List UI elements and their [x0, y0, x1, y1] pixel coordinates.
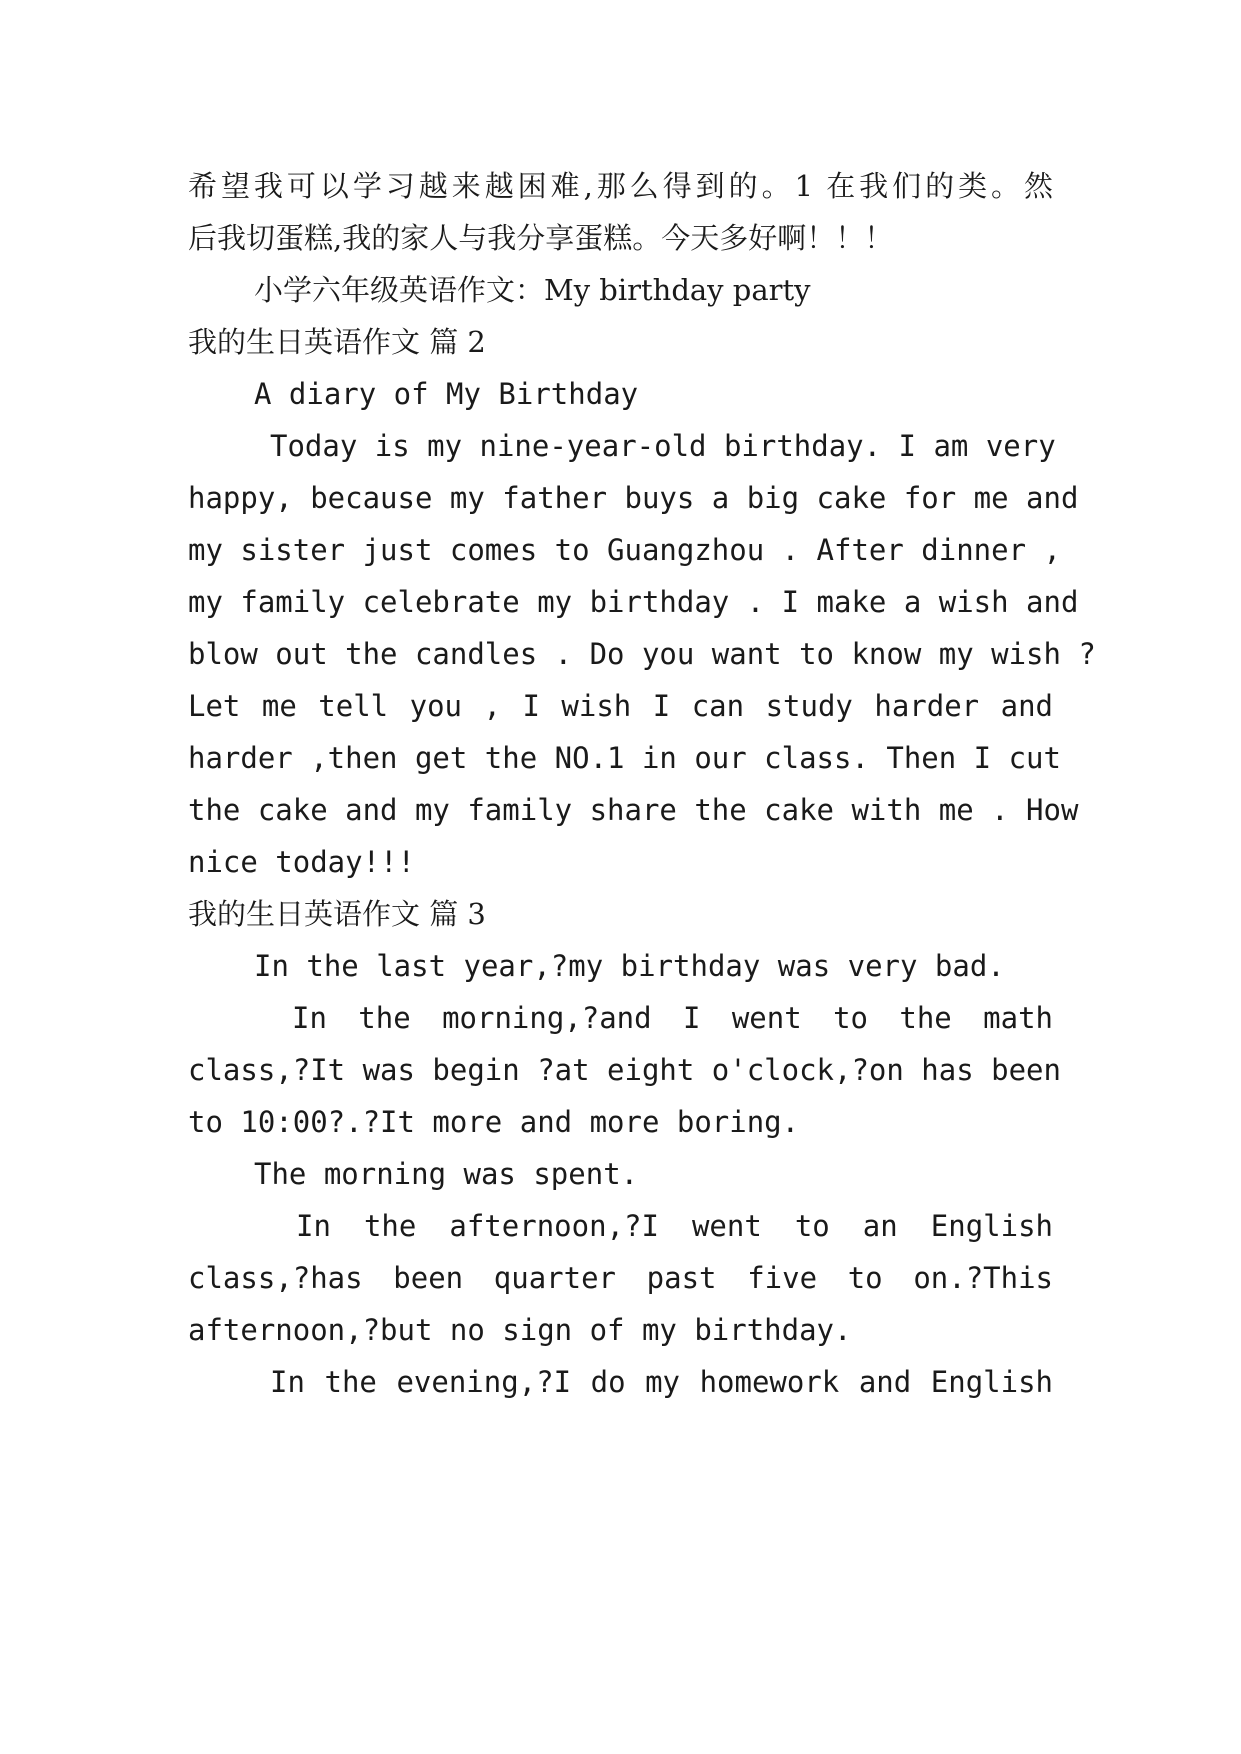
section-3-line-4: to 10:00?.?It more and more boring.	[188, 1105, 800, 1139]
section-2-line-9: nice today!!!	[188, 845, 415, 879]
intro-line-1: 希望我可以学习越来越困难,那么得到的。1 在我们的类。然	[188, 169, 1053, 203]
section-2-line-1: Today is my nine-year-old birthday. I am very	[270, 429, 1056, 463]
section-2-line-8: the cake and my family share the cake with me . How	[188, 793, 1079, 827]
section-2-heading: 我的生日英语作文 篇 2	[188, 325, 486, 359]
section-3-line-7: class,?has been quarter past five to on.?This	[188, 1261, 1053, 1295]
section-3-line-3: class,?It was begin ?at eight o'clock,?on has been	[188, 1053, 1061, 1087]
intro-line-2: 后我切蛋糕,我的家人与我分享蛋糕。今天多好啊！！！	[188, 221, 894, 255]
section-2-line-4: my family celebrate my birthday . I make a wish and	[188, 585, 1079, 619]
section-2-line-2: happy, because my father buys a big cake for me and	[188, 481, 1079, 515]
section-2-line-7: harder ,then get the NO.1 in our class. Then I cut	[188, 741, 1061, 775]
section-2-line-3: my sister just comes to Guangzhou . After dinner ,	[188, 533, 1061, 567]
section-3-line-2: In the morning,?and I went to the math	[292, 1001, 1053, 1035]
section-2-line-6: Let me tell you , I wish I can study harder and	[188, 689, 1053, 723]
section-2-line-5: blow out the candles . Do you want to know my wish ?	[188, 637, 1096, 671]
section-3-line-5: The morning was spent.	[254, 1157, 639, 1191]
section-3-line-6: In the afternoon,?I went to an English	[296, 1209, 1053, 1243]
essay-subtitle: 小学六年级英语作文：My birthday party	[254, 273, 811, 307]
section-2-title: A diary of My Birthday	[254, 377, 639, 411]
section-3-line-8: afternoon,?but no sign of my birthday.	[188, 1313, 852, 1347]
section-3-line-1: In the last year,?my birthday was very bad.	[254, 949, 1005, 983]
section-3-line-9: In the evening,?I do my homework and English	[270, 1365, 1053, 1399]
section-3-heading: 我的生日英语作文 篇 3	[188, 897, 486, 931]
